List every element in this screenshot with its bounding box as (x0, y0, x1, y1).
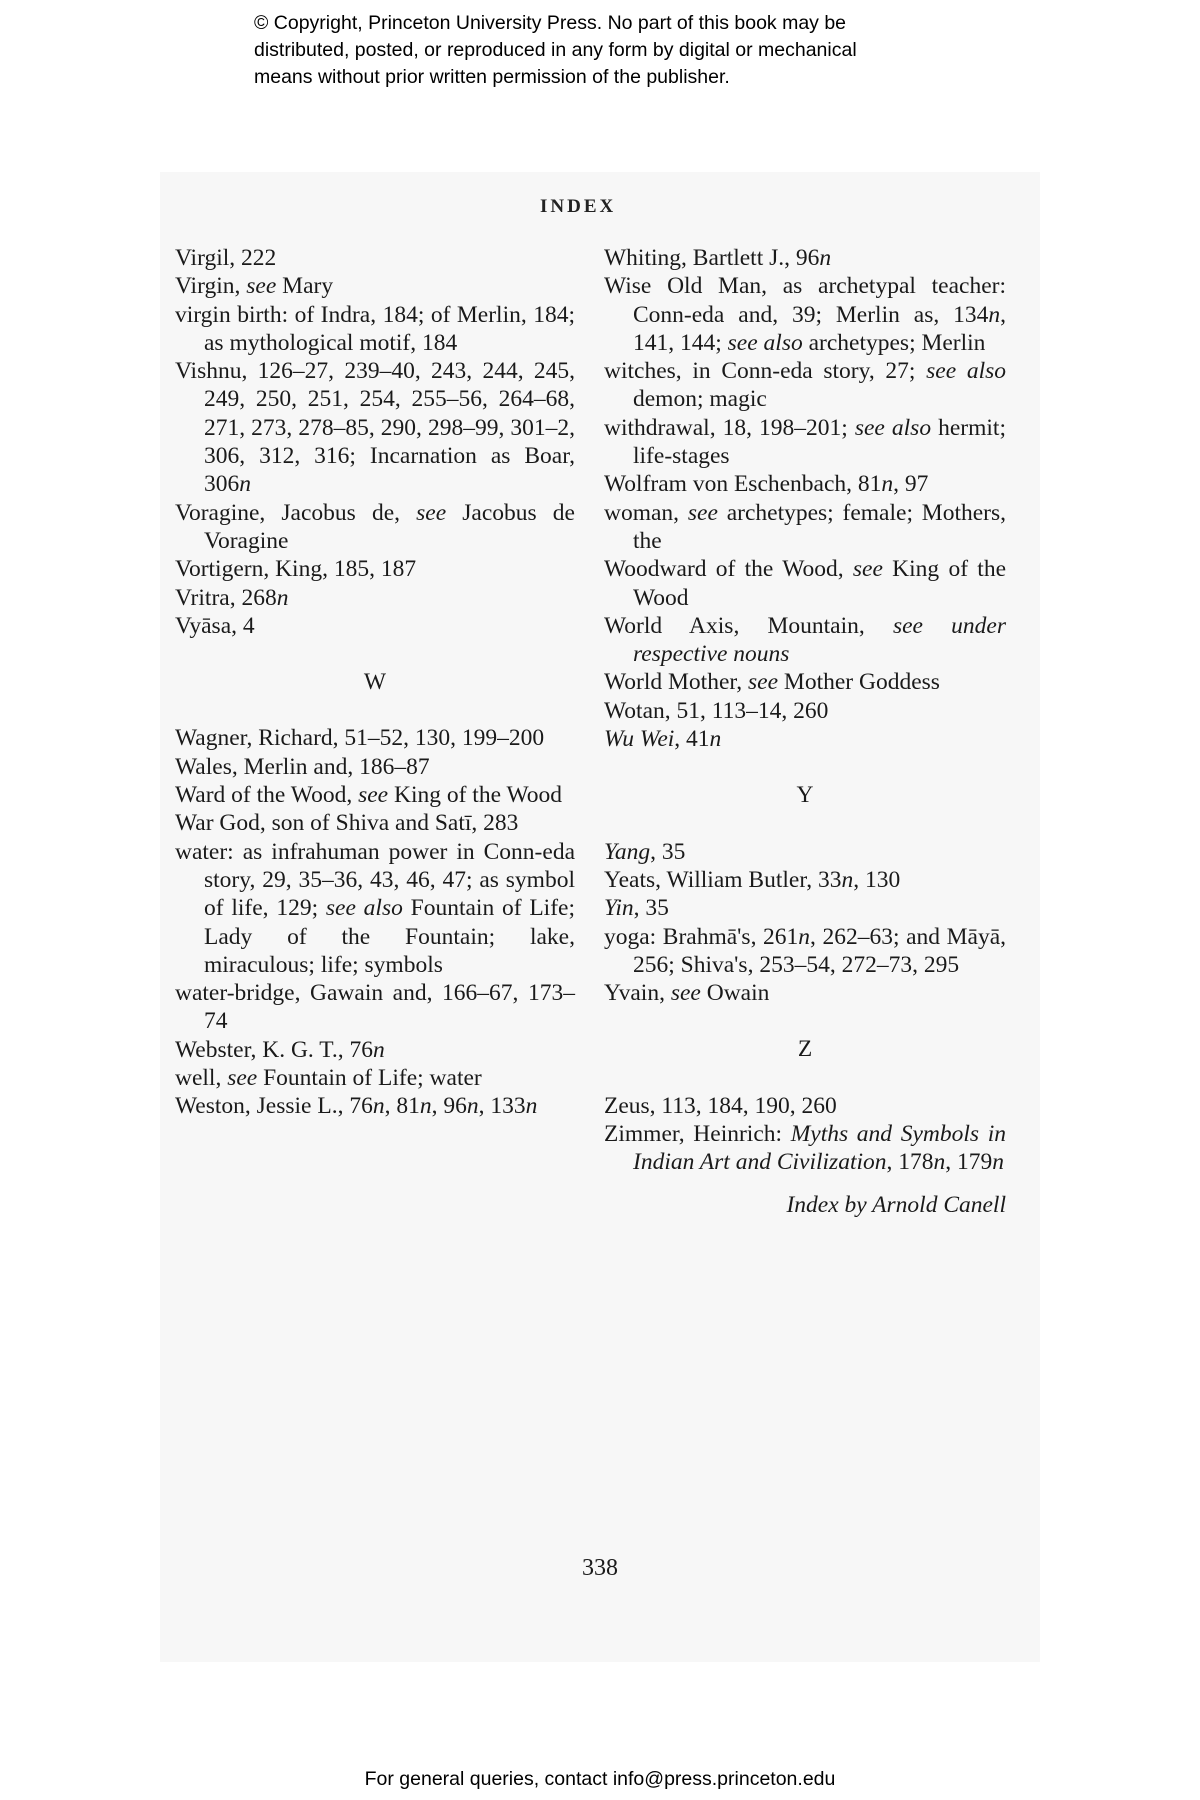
index-entry: Wolfram von Eschenbach, 81n, 97 (604, 471, 929, 498)
index-entry: Virgin, see Mary (175, 273, 334, 300)
page-number: 338 (582, 1555, 618, 1581)
index-entry: Wales, Merlin and, 186–87 (175, 753, 430, 780)
index-entry: Yin, 35 (604, 895, 669, 922)
section-letter: W (363, 669, 387, 696)
index-column-left (175, 244, 575, 1121)
index-entry: World Mother, see Mother Goddess (604, 669, 940, 696)
copyright-notice: © Copyright, Princeton University Press. No part of this book may be distributed, posted, or reproduced in any form by digital or mechanical means without prior written permission of the publisher. (254, 12, 857, 88)
index-entry: Wagner, Richard, 51–52, 130, 199–200 (175, 725, 545, 752)
index-credit: Index by Arnold Canell (786, 1191, 1006, 1218)
index-entry: Vyāsa, 4 (175, 612, 255, 639)
index-entry: Yang, 35 (604, 838, 686, 865)
index-entry: Webster, K. G. T., 76n (175, 1036, 385, 1063)
index-entry: Woodward of the Wood, see King of the Wood (604, 556, 1006, 611)
index-entry: virgin birth: of Indra, 184; of Merlin, 184; as mythological motif, 184 (175, 301, 575, 356)
index-entry: water: as infrahuman power in Conn-eda story, 29, 35–36, 43, 46, 47; as symbol of life, 129; see also Fountain of Life; Lady of the Fountain; lake, miraculous; life; symbols (175, 838, 575, 978)
index-entry: woman, see archetypes; female; Mothers, the (604, 499, 1006, 554)
footer-contact: For general queries, contact info@press.princeton.edu (364, 1768, 836, 1790)
page-heading: INDEX (540, 196, 617, 217)
index-entry: Virgil, 222 (175, 245, 277, 271)
index-entry: Wotan, 51, 113–14, 260 (604, 697, 829, 724)
index-entry: War God, son of Shiva and Satī, 283 (175, 810, 519, 837)
index-entry: water-bridge, Gawain and, 166–67, 173–74 (175, 980, 575, 1035)
index-column-right (604, 244, 1006, 1219)
index-entry: yoga: Brahmā's, 261n, 262–63; and Māyā, 256; Shiva's, 253–54, 272–73, 295 (604, 923, 1006, 978)
index-entry: Yeats, William Butler, 33n, 130 (604, 866, 901, 893)
index-entry: World Axis, Mountain, see under respective nouns (604, 612, 1006, 668)
index-entry: Ward of the Wood, see King of the Wood (175, 782, 563, 809)
index-entry: Vishnu, 126–27, 239–40, 243, 244, 245, 249, 250, 251, 254, 255–56, 264–68, 271, 273, 278–85, 290, 298–99, 301–2, 306, 312, 316; Incarnation as Boar, 306n (175, 358, 575, 498)
index-entry: Voragine, Jacobus de, see Jacobus de Voragine (175, 499, 575, 554)
index-entry: Vritra, 268n (175, 584, 289, 611)
index-entry: Wu Wei, 41n (604, 726, 722, 753)
index-entry: well, see Fountain of Life; water (175, 1065, 482, 1092)
index-entry: Zimmer, Heinrich: Myths and Symbols in Indian Art and Civilization, 178n, 179n (604, 1121, 1006, 1176)
section-letter: Z (797, 1036, 813, 1063)
index-entry: Wise Old Man, as archetypal teacher: Conn-eda and, 39; Merlin as, 134n, 141, 144; see also archetypes; Merlin (604, 273, 1006, 356)
index-entry: witches, in Conn-eda story, 27; see also demon; magic (604, 358, 1006, 413)
index-entry: Zeus, 113, 184, 190, 260 (604, 1092, 837, 1119)
index-entry: Weston, Jessie L., 76n, 81n, 96n, 133n (175, 1093, 538, 1120)
index-entry: Whiting, Bartlett J., 96n (604, 245, 832, 271)
index-entry: Vortigern, King, 185, 187 (175, 556, 417, 583)
index-entry: withdrawal, 18, 198–201; see also hermit; life-stages (604, 414, 1006, 470)
index-entry: Yvain, see Owain (604, 980, 770, 1007)
section-letter: Y (796, 782, 814, 809)
